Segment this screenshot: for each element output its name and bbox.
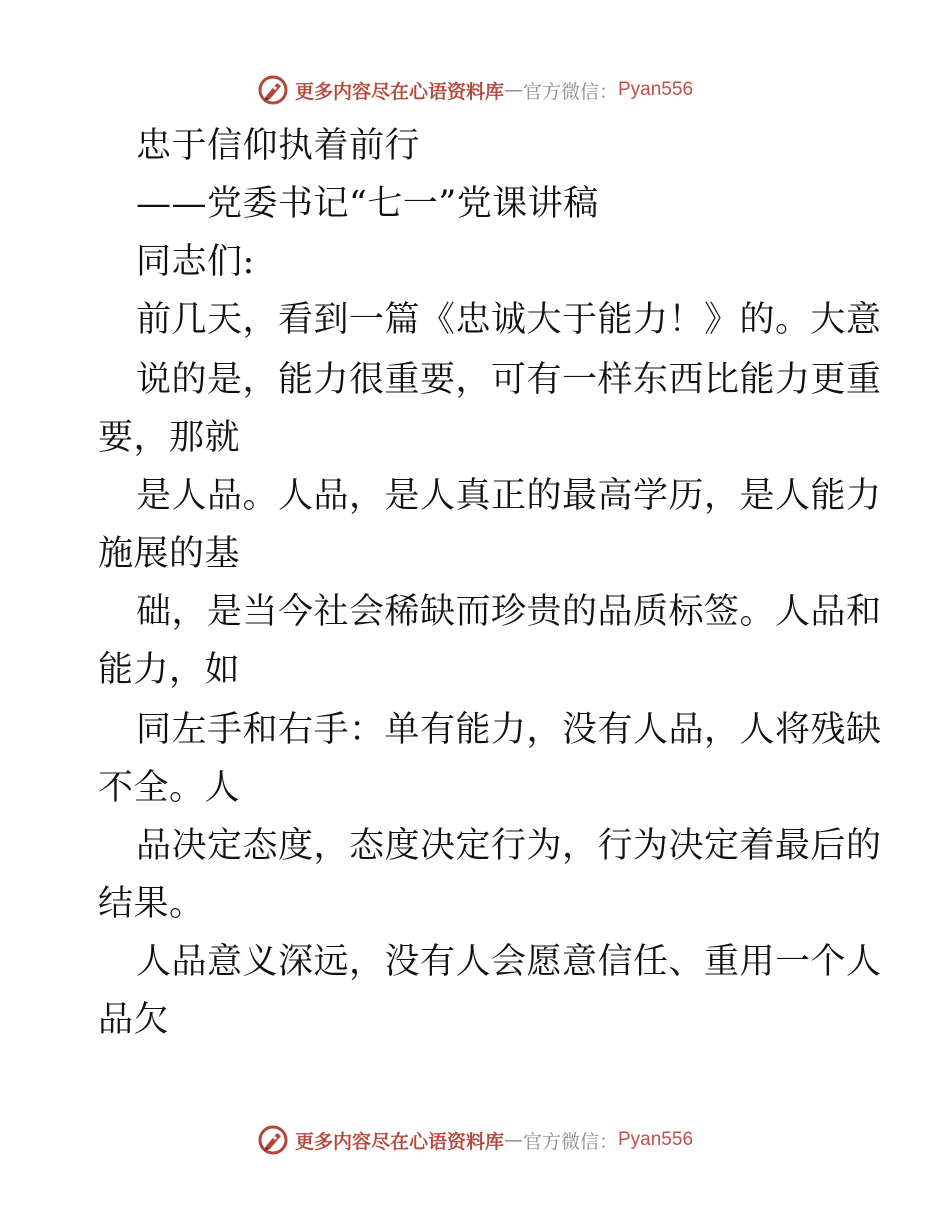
paragraph-line: 要，那就 <box>98 418 241 458</box>
paragraph-line: 品欠 <box>98 1000 170 1040</box>
paragraph-line: 品决定态度，态度决定行为，行为决定着最后的 <box>136 826 882 866</box>
banner-wechat-id: Pyan556 <box>618 1129 694 1150</box>
pen-nib-logo-icon <box>257 1124 289 1156</box>
paragraph-line: 同左手和右手：单有能力，没有人品，人将残缺 <box>136 710 882 750</box>
paragraph-line: 能力，如 <box>98 650 241 690</box>
header-banner <box>0 70 950 110</box>
document-title: 忠于信仰执着前行 <box>136 126 421 166</box>
banner-text: 更多内容尽在心语资料库 <box>294 80 504 103</box>
paragraph-line: 结果。 <box>98 884 205 924</box>
banner-subtitle: 官方微信： <box>522 1130 618 1153</box>
pen-nib-logo-icon <box>257 74 289 106</box>
banner-separator: — <box>503 1129 523 1151</box>
paragraph-line: 不全。人 <box>98 768 241 808</box>
banner-wechat-id: Pyan556 <box>618 79 694 100</box>
paragraph-line: 是人品。人品，是人真正的最高学历，是人能力 <box>136 476 882 516</box>
banner-text: 更多内容尽在心语资料库 <box>294 1130 504 1153</box>
banner-subtitle: 官方微信： <box>522 80 618 103</box>
banner-separator: — <box>503 79 523 101</box>
paragraph-line: 施展的基 <box>98 534 241 574</box>
paragraph-line: 前几天，看到一篇《忠诚大于能力！》的。大意 <box>136 300 882 340</box>
salutation: 同志们: <box>136 242 255 282</box>
paragraph-line: 说的是，能力很重要，可有一样东西比能力更重 <box>136 360 882 400</box>
footer-banner <box>0 1120 950 1160</box>
paragraph-line: 础，是当今社会稀缺而珍贵的品质标签。人品和 <box>136 592 882 632</box>
document-subtitle: ——党委书记“七一”党课讲稿 <box>136 184 599 224</box>
paragraph-line: 人品意义深远，没有人会愿意信任、重用一个人 <box>136 942 882 982</box>
